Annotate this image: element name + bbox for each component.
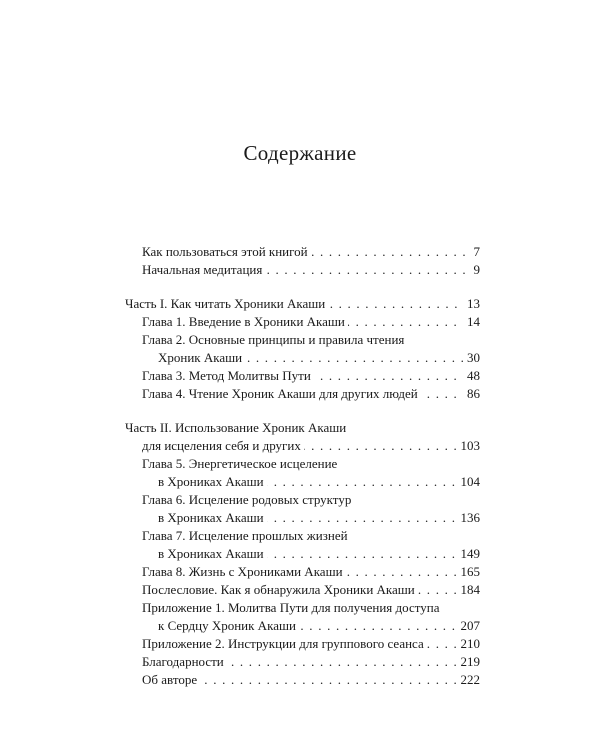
- toc-page-number: 7: [470, 243, 481, 261]
- toc-entry[interactable]: [125, 295, 480, 313]
- toc-entry[interactable]: [125, 671, 480, 689]
- toc-page-number: 104: [457, 473, 481, 491]
- toc-entry-continuation[interactable]: [125, 509, 480, 527]
- toc-entry[interactable]: [125, 331, 480, 349]
- toc-page-number: 165: [457, 563, 481, 581]
- toc-entry-title: Приложение 1. Молитва Пути для получения доступа: [142, 600, 440, 615]
- toc-entry[interactable]: [125, 581, 480, 599]
- toc-page-number: 30: [463, 349, 480, 367]
- toc-page-number: 207: [457, 617, 481, 635]
- toc-entry-title-cont: в Хрониках Акаши: [158, 545, 267, 563]
- toc-entry-title: Часть I. Как читать Хроники Акаши: [125, 295, 328, 313]
- page-title: Содержание: [243, 141, 357, 165]
- toc-page-number: 9: [470, 261, 481, 279]
- toc-page-number: 103: [457, 437, 481, 455]
- toc-entry[interactable]: [125, 419, 480, 437]
- table-of-contents: [125, 243, 480, 689]
- toc-page-number: 219: [457, 653, 481, 671]
- toc-page-number: 222: [457, 671, 481, 689]
- toc-entry-title: Часть II. Использование Хроник Акаши: [125, 420, 347, 435]
- toc-entry-title: Глава 8. Жизнь с Хрониками Акаши: [142, 563, 346, 581]
- toc-entry[interactable]: [125, 527, 480, 545]
- toc-entry-title-cont: в Хрониках Акаши: [158, 473, 267, 491]
- toc-entry-continuation[interactable]: [125, 473, 480, 491]
- toc-page-number: 13: [463, 295, 480, 313]
- toc-entry[interactable]: [125, 455, 480, 473]
- toc-entry-title: Глава 7. Исцеление прошлых жизней: [142, 528, 348, 543]
- toc-entry-continuation[interactable]: [125, 437, 480, 455]
- toc-entry[interactable]: [125, 491, 480, 509]
- toc-entry[interactable]: [125, 367, 480, 385]
- toc-entry[interactable]: [125, 653, 480, 671]
- toc-entry-title-cont: Хроник Акаши: [158, 349, 245, 367]
- toc-entry-title: Послесловие. Как я обнаружила Хроники Акаши: [142, 581, 418, 599]
- toc-page-number: 86: [463, 385, 480, 403]
- toc-entry-title: Начальная медитация: [142, 261, 265, 279]
- toc-entry-title: Глава 2. Основные принципы и правила чтения: [142, 332, 405, 347]
- toc-entry[interactable]: [125, 563, 480, 581]
- toc-entry-title-cont: в Хрониках Акаши: [158, 509, 267, 527]
- toc-entry-title-cont: для исцеления себя и других: [142, 437, 304, 455]
- toc-page-number: 149: [457, 545, 481, 563]
- toc-entry[interactable]: [125, 599, 480, 617]
- toc-page-number: 14: [463, 313, 480, 331]
- toc-entry[interactable]: [125, 385, 480, 403]
- toc-entry-title: Об авторе: [142, 671, 200, 689]
- toc-entry-continuation[interactable]: [125, 349, 480, 367]
- toc-entry[interactable]: [125, 261, 480, 279]
- toc-entry[interactable]: [125, 243, 480, 261]
- toc-entry-title-cont: к Сердцу Хроник Акаши: [158, 617, 299, 635]
- toc-entry-title: Глава 4. Чтение Хроник Акаши для других людей: [142, 385, 421, 403]
- toc-entry-continuation[interactable]: [125, 545, 480, 563]
- toc-page-number: 210: [457, 635, 481, 653]
- toc-entry-continuation[interactable]: [125, 617, 480, 635]
- toc-entry-title: Глава 6. Исцеление родовых структур: [142, 492, 352, 507]
- toc-entry[interactable]: [125, 635, 480, 653]
- toc-entry-title: Приложение 2. Инструкции для группового сеанса: [142, 635, 427, 653]
- toc-page-number: 184: [457, 581, 481, 599]
- toc-entry-title: Глава 5. Энергетическое исцеление: [142, 456, 338, 471]
- toc-page-number: 136: [457, 509, 481, 527]
- toc-entry[interactable]: [125, 313, 480, 331]
- toc-entry-title: Благодарности: [142, 653, 227, 671]
- toc-entry-title: Глава 1. Введение в Хроники Акаши: [142, 313, 348, 331]
- toc-entry-title: Как пользоваться этой книгой: [142, 243, 311, 261]
- toc-entry-title: Глава 3. Метод Молитвы Пути: [142, 367, 314, 385]
- toc-page-number: 48: [463, 367, 480, 385]
